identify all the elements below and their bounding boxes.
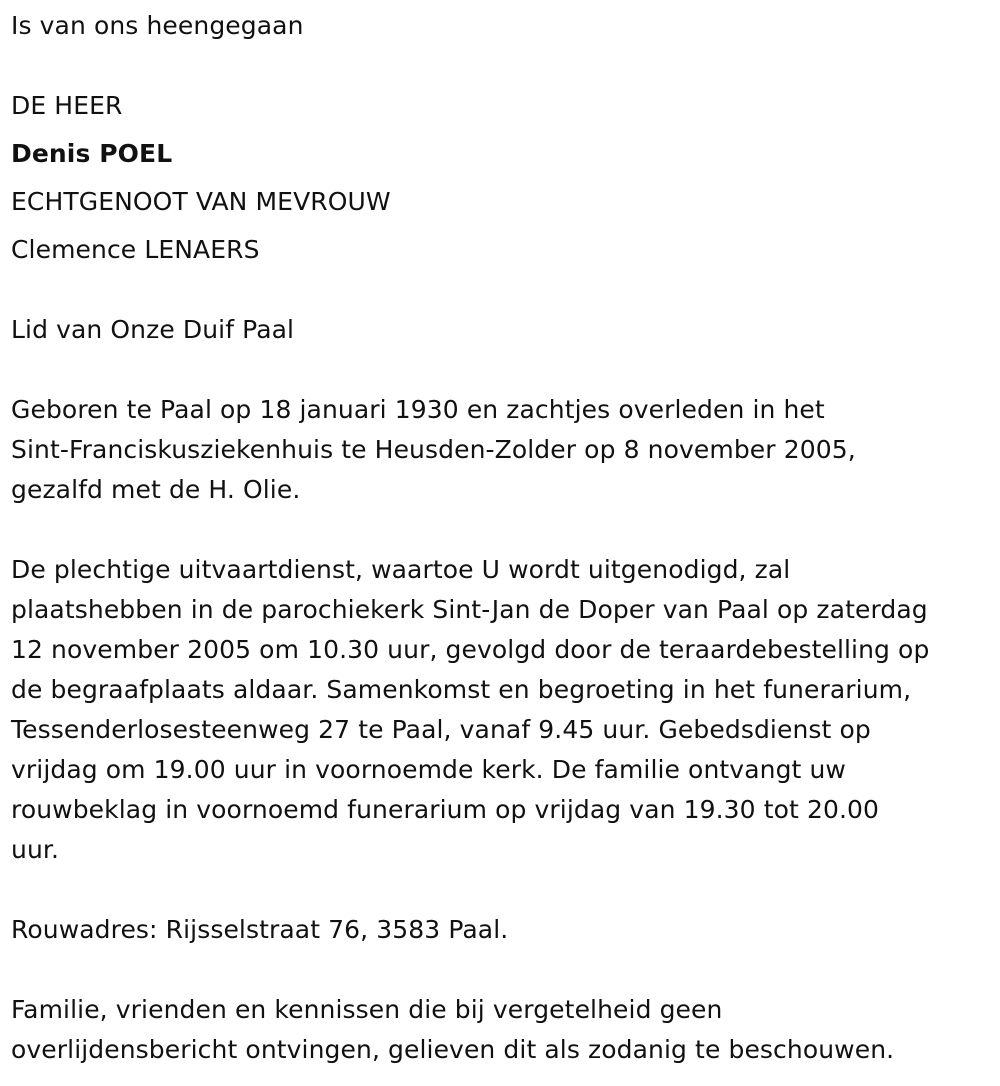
intro-line: Is van ons heengegaan (11, 11, 304, 40)
paragraph-line: 12 november 2005 om 10.30 uur, gevolgd door de teraardebestelling op (11, 635, 930, 664)
title-prefix: DE HEER (11, 91, 123, 120)
paragraph-line: Geboren te Paal op 18 januari 1930 en zachtjes overleden in het (11, 395, 825, 424)
paragraph-line: plaatshebben in de parochiekerk Sint-Jan de Doper van Paal op zaterdag (11, 595, 928, 624)
paragraph-line: rouwbeklag in voornoemd funerarium op vrijdag van 19.30 tot 20.00 (11, 795, 880, 824)
obituary-notice (11, 0, 986, 1070)
spouse-label: ECHTGENOOT VAN MEVROUW (11, 187, 391, 216)
spouse-name: Clemence LENAERS (11, 235, 260, 264)
paragraph-line: Sint-Franciskusziekenhuis te Heusden-Zolder op 8 november 2005, (11, 435, 856, 464)
paragraph-line: Familie, vrienden en kennissen die bij vergetelheid geen (11, 995, 723, 1024)
paragraph-line: gezalfd met de H. Olie. (11, 475, 301, 504)
membership-line: Lid van Onze Duif Paal (11, 315, 295, 344)
paragraph-line: vrijdag om 19.00 uur in voornoemde kerk. De familie ontvangt uw (11, 755, 846, 784)
paragraph-line: de begraafplaats aldaar. Samenkomst en begroeting in het funerarium, (11, 675, 912, 704)
birth-death-paragraph (11, 390, 986, 510)
paragraph-line: De plechtige uitvaartdienst, waartoe U wordt uitgenodigd, zal (11, 555, 791, 584)
paragraph-line: uur. (11, 835, 60, 864)
funeral-paragraph (11, 550, 986, 870)
paragraph-line: overlijdensbericht ontvingen, gelieven dit als zodanig te beschouwen. (11, 1035, 895, 1064)
deceased-name: Denis POEL (11, 139, 173, 168)
closing-paragraph (11, 990, 986, 1070)
paragraph-line: Tessenderlosesteenweg 27 te Paal, vanaf 9.45 uur. Gebedsdienst op (11, 715, 871, 744)
mourning-address: Rouwadres: Rijsselstraat 76, 3583 Paal. (11, 915, 509, 944)
